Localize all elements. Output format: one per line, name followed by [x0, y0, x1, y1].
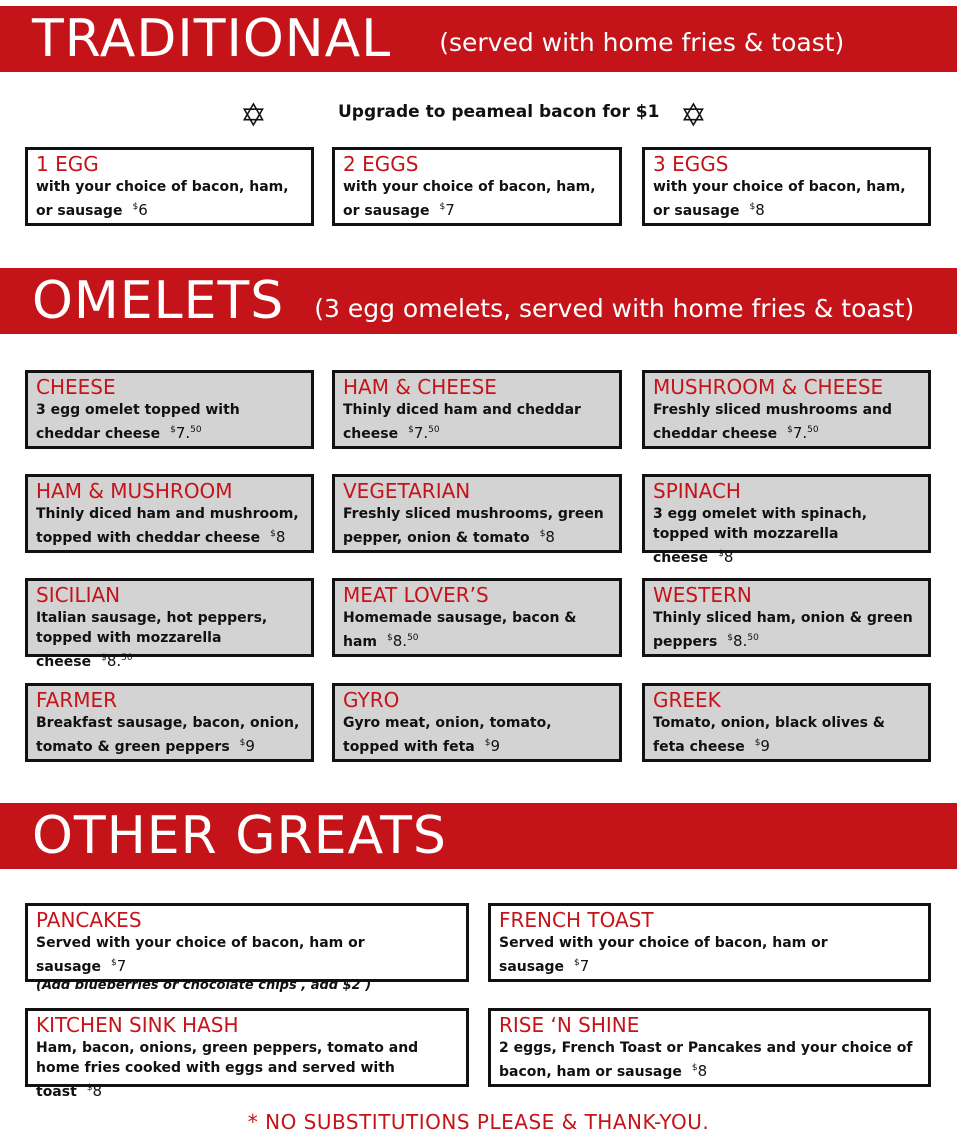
item-name: VEGETARIAN	[343, 479, 471, 503]
item-name: WESTERN	[653, 583, 752, 607]
omelets-subtitle: (3 egg omelets, served with home fries & toast)	[314, 293, 915, 323]
item-price: $8	[539, 528, 555, 546]
item-name: HAM & CHEESE	[343, 375, 497, 399]
item-price: $8.50	[387, 632, 419, 650]
item-price: $9	[484, 737, 501, 755]
item-desc: with your choice of bacon, ham, or sausage $8	[653, 179, 906, 219]
omelets-title: OMELETS	[32, 271, 285, 331]
item-desc: Tomato, onion, black olives & feta cheese $9	[653, 715, 886, 755]
menu-item-omelet	[642, 578, 931, 657]
item-desc: Served with your choice of bacon, ham or sausage $7 (Add blueberries or chocolate chips , add $2 )	[36, 933, 458, 995]
upgrade-text: Upgrade to peameal bacon for $1	[338, 102, 660, 122]
item-desc: with your choice of bacon, ham, or sausage $7	[343, 179, 596, 219]
item-name: SPINACH	[653, 479, 741, 503]
item-name: 1 EGG	[36, 152, 99, 176]
item-desc: 2 eggs, French Toast or Pancakes and your choice of bacon, ham or sausage $8	[499, 1040, 913, 1080]
item-name: SICILIAN	[36, 583, 121, 607]
menu-item-rise-n-shine	[488, 1008, 931, 1087]
item-price: $8	[718, 548, 734, 566]
menu-item-french-toast	[488, 903, 931, 982]
item-price: $6	[132, 201, 148, 219]
menu-item-omelet	[332, 578, 622, 657]
item-name: RISE ‘N SHINE	[499, 1013, 640, 1037]
menu-item-omelet	[642, 683, 931, 762]
menu-item-omelet	[25, 683, 314, 762]
item-price: $8.50	[727, 632, 759, 650]
item-name: GREEK	[653, 688, 721, 712]
item-price: $8	[86, 1082, 103, 1100]
item-desc: with your choice of bacon, ham, or sausage $6	[36, 179, 289, 219]
item-name: HAM & MUSHROOM	[36, 479, 233, 503]
item-name: FRENCH TOAST	[499, 908, 654, 932]
other-greats-banner	[0, 803, 957, 869]
item-desc: Thinly diced ham and mushroom, topped with cheddar cheese $8	[36, 506, 299, 546]
star-of-david-icon: ✡	[240, 96, 267, 134]
item-name: 3 EGGS	[653, 152, 729, 176]
item-desc: Freshly sliced mushrooms, green pepper, onion & tomato $8	[343, 506, 604, 546]
item-desc: Thinly diced ham and cheddar cheese $7.50	[343, 402, 581, 442]
omelets-banner	[0, 268, 957, 334]
star-of-david-icon: ✡	[680, 96, 707, 134]
menu-item-omelet	[25, 578, 314, 670]
item-desc: Homemade sausage, bacon & ham $8.50	[343, 610, 577, 650]
item-desc: Thinly sliced ham, onion & green peppers $8.50	[653, 610, 913, 650]
item-price: $8	[691, 1062, 708, 1080]
menu-item-kitchen-sink-hash	[25, 1008, 469, 1100]
item-price: $9	[239, 737, 255, 755]
item-name: KITCHEN SINK HASH	[36, 1013, 239, 1037]
item-price: $8	[270, 528, 286, 546]
item-price: $8	[749, 201, 765, 219]
item-desc: Breakfast sausage, bacon, onion, tomato & green peppers $9	[36, 715, 300, 755]
menu-item-1-egg	[25, 147, 314, 226]
traditional-subtitle: (served with home fries & toast)	[439, 27, 845, 57]
menu-item-omelet	[332, 474, 622, 553]
item-price: $7.50	[408, 424, 440, 442]
item-desc: 3 egg omelet topped with cheddar cheese $7.50	[36, 402, 240, 442]
menu-item-omelet	[332, 683, 622, 762]
item-price: $7.50	[170, 424, 202, 442]
menu-item-2-eggs	[332, 147, 622, 226]
menu-item-pancakes	[25, 903, 469, 993]
traditional-banner	[0, 6, 957, 72]
upgrade-note	[240, 98, 720, 132]
traditional-title: TRADITIONAL	[32, 9, 392, 69]
item-desc: Freshly sliced mushrooms and cheddar cheese $7.50	[653, 402, 893, 442]
other-greats-title: OTHER GREATS	[32, 806, 447, 866]
menu-item-omelet	[332, 370, 622, 449]
menu-item-omelet	[642, 370, 931, 449]
menu-item-omelet	[25, 370, 314, 449]
item-name: GYRO	[343, 688, 400, 712]
item-desc: 3 egg omelet with spinach, topped with mozzarella cheese $8	[653, 506, 868, 566]
menu-item-3-eggs	[642, 147, 931, 226]
item-desc: Served with your choice of bacon, ham or sausage $7	[499, 935, 828, 975]
item-price: $8.50	[101, 652, 133, 670]
item-price: $7.50	[787, 424, 819, 442]
menu-item-omelet	[642, 474, 931, 566]
item-name: PANCAKES	[36, 908, 142, 932]
item-price: $9	[754, 737, 770, 755]
item-name: FARMER	[36, 688, 118, 712]
item-desc: Italian sausage, hot peppers, topped with mozzarella cheese $8.50	[36, 610, 268, 670]
footer-note: * NO SUBSTITUTIONS PLEASE & THANK-YOU.	[247, 1110, 710, 1134]
item-desc: Ham, bacon, onions, green peppers, tomato and home fries cooked with eggs and served with toast $8	[36, 1040, 419, 1100]
item-name: MEAT LOVER’S	[343, 583, 489, 607]
item-price: $7	[111, 957, 127, 975]
menu-item-omelet	[25, 474, 314, 553]
item-name: MUSHROOM & CHEESE	[653, 375, 884, 399]
item-price: $7	[439, 201, 455, 219]
item-name: CHEESE	[36, 375, 116, 399]
item-price: $7	[574, 957, 590, 975]
item-name: 2 EGGS	[343, 152, 419, 176]
item-note: (Add blueberries or chocolate chips , add $2 )	[36, 978, 372, 993]
item-desc: Gyro meat, onion, tomato, topped with feta $9	[343, 715, 552, 755]
